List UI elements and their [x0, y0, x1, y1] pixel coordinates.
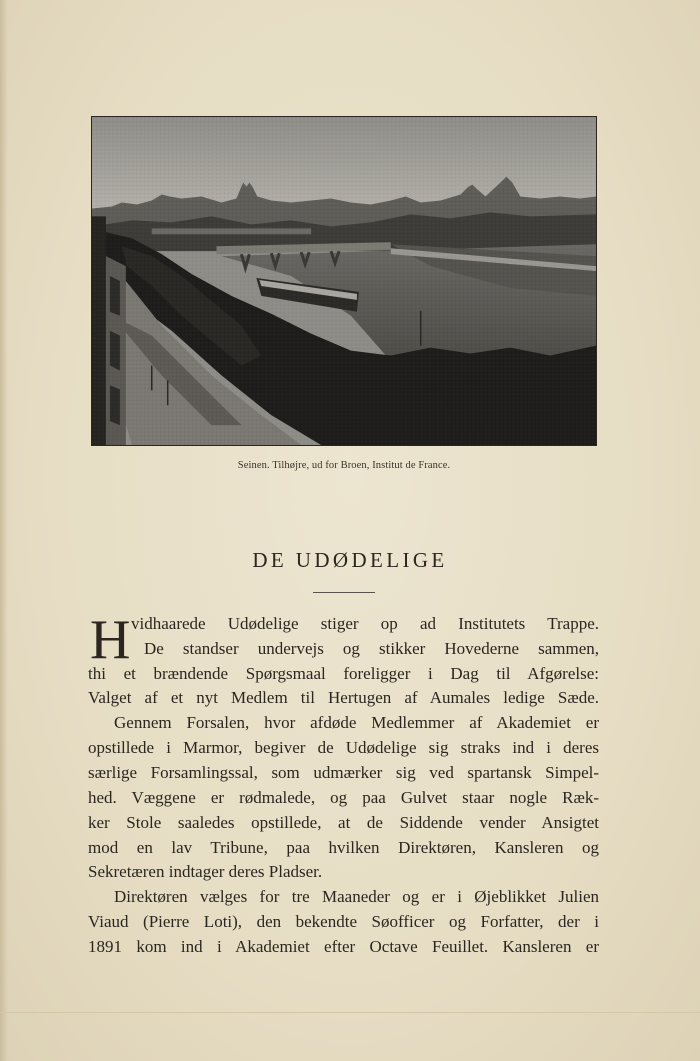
page-bottom-edge [0, 1012, 700, 1013]
photo-caption: Seinen. Tilhøjre, ud for Broen, Institut de France. [237, 460, 451, 471]
text-line: De standser undervejs og stikker Hovederne sammen, [144, 639, 599, 658]
text-line: opstillede i Marmor, begiver de Udødelige sig straks ind i deres [88, 738, 599, 757]
text-line: ker Stole saaledes opstillede, at de Siddende vender Ansigtet [88, 813, 599, 832]
text-line: Viaud (Pierre Loti), den bekendte Søofficer og Forfatter, der i [88, 912, 599, 931]
text-line: mod en lav Tribune, paa hvilken Direktøren, Kansleren og [88, 838, 599, 857]
text-line: hed. Væggene er rødmalede, og paa Gulvet staar nogle Ræk- [88, 788, 599, 807]
title-divider [313, 592, 375, 593]
chapter-title: DE UDØDELIGE [252, 548, 448, 572]
text-line: 1891 kom ind i Akademiet efter Octave Feuillet. Kansleren er [88, 937, 599, 956]
text-line: thi et brændende Spørgsmaal foreligger i Dag til Afgørelse: [88, 664, 599, 683]
page-edge-shadow [0, 0, 8, 1061]
drop-cap: H [90, 609, 131, 671]
seine-illustration [92, 117, 596, 445]
seine-photograph [91, 116, 597, 446]
text-line: Sekretæren indtager deres Pladser. [88, 862, 323, 881]
text-line: Gennem Forsalen, hvor afdøde Medlemmer af Akademiet er [114, 713, 599, 732]
text-line: særlige Forsamlingssal, som udmærker sig ved spartansk Simpel- [88, 763, 599, 782]
text-line: Valget af et nyt Medlem til Hertugen af Aumales ledige Sæde. [88, 688, 599, 707]
text-line: vidhaarede Udødelige stiger op ad Institutets Trappe. [131, 614, 599, 633]
text-line: Direktøren vælges for tre Maaneder og er i Øjeblikket Julien [114, 887, 599, 906]
